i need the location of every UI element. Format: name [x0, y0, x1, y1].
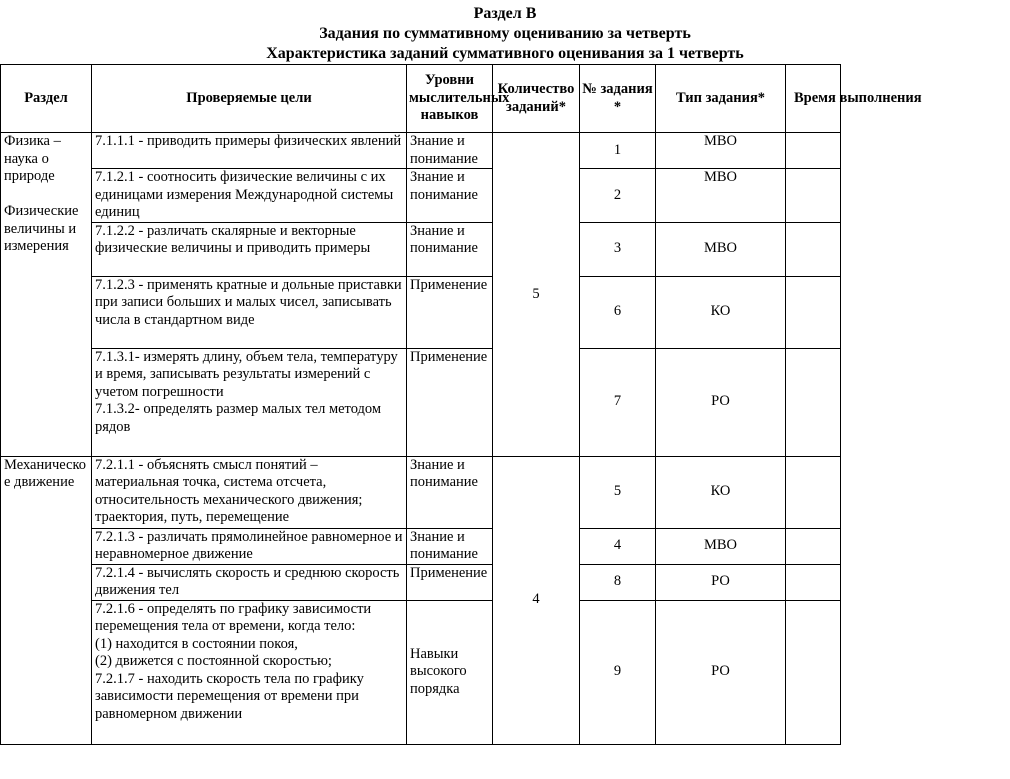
- col-header-levels: Уровни мыслительных навыков: [407, 65, 493, 133]
- goal-cell: 7.1.2.1 - соотносить физические величины с их единицами измерения Международной системы единиц: [92, 169, 407, 223]
- section-name: Физические величины и измерения: [4, 203, 79, 254]
- level-cell: Навыки высокого порядка: [407, 600, 493, 744]
- section-cell: Механическое движение: [1, 456, 92, 744]
- time-cell: [786, 564, 841, 600]
- header-row: [1, 65, 841, 133]
- table-row: [1, 222, 841, 276]
- task-type-cell: КО: [656, 276, 786, 348]
- level-cell: Знание и понимание: [407, 528, 493, 564]
- task-type-cell: МВО: [656, 222, 786, 276]
- col-header-type: Тип задания*: [656, 65, 786, 133]
- goal-cell: 7.2.1.1 - объяснять смысл понятий – материальная точка, система отсчета, относительность механического движения; траектория, путь, перемещение: [92, 456, 407, 528]
- time-cell: [786, 222, 841, 276]
- goal-text: 7.1.3.2- определять размер малых тел методом рядов: [95, 401, 382, 435]
- count-cell: 4: [493, 456, 580, 744]
- task-type-cell: РО: [656, 600, 786, 744]
- col-header-goals: Проверяемые цели: [92, 65, 407, 133]
- task-type-cell: РО: [656, 348, 786, 456]
- task-number-cell: 7: [580, 348, 656, 456]
- level-cell: Применение: [407, 564, 493, 600]
- task-type-cell: МВО: [656, 528, 786, 564]
- task-type-cell: МВО: [656, 133, 786, 169]
- task-type-cell: КО: [656, 456, 786, 528]
- level-cell: Применение: [407, 348, 493, 456]
- time-cell: [786, 600, 841, 744]
- assessment-table: [0, 64, 922, 745]
- col-header-time: Время выполнения: [786, 65, 841, 133]
- count-cell: 5: [493, 133, 580, 457]
- time-cell: [786, 348, 841, 456]
- task-number-cell: 5: [580, 456, 656, 528]
- time-cell: [786, 133, 841, 169]
- goal-text: 7.2.1.6 - определять по графику зависимости перемещения тела от времени, когда тело:: [95, 600, 372, 634]
- task-number-cell: 9: [580, 600, 656, 744]
- table-row: [1, 276, 841, 348]
- task-number-cell: 2: [580, 169, 656, 223]
- goal-text: 7.2.1.7 - находить скорость тела по графику зависимости перемещения от времени при равномерном движении: [95, 670, 364, 722]
- level-cell: Знание и понимание: [407, 456, 493, 528]
- task-number-cell: 4: [580, 528, 656, 564]
- section-name: Физика – наука о природе: [4, 133, 61, 184]
- goal-cell: 7.1.1.1 - приводить примеры физических явлений: [92, 133, 407, 169]
- col-header-number: № задания *: [580, 65, 656, 133]
- goal-text: 7.1.3.1- измерять длину, объем тела, температуру и время, записывать результаты измерений с учетом погрешности: [95, 348, 398, 400]
- task-number-cell: 6: [580, 276, 656, 348]
- goal-cell: 7.1.2.2 - различать скалярные и векторные физические величины и приводить примеры: [92, 222, 407, 276]
- time-cell: [786, 456, 841, 528]
- col-header-section: Раздел: [1, 65, 92, 133]
- time-cell: [786, 528, 841, 564]
- goal-cell: [92, 348, 407, 456]
- task-number-cell: 8: [580, 564, 656, 600]
- table-row: [1, 133, 841, 169]
- section-cell: [1, 133, 92, 457]
- task-type-cell: РО: [656, 564, 786, 600]
- section-heading: Раздел В: [473, 5, 537, 22]
- table-row: [1, 169, 841, 223]
- level-cell: Знание и понимание: [407, 222, 493, 276]
- goal-cell: 7.2.1.4 - вычислять скорость и среднюю скорость движения тел: [92, 564, 407, 600]
- goal-text: (1) находится в состоянии покоя,: [95, 635, 298, 652]
- table-row: [1, 528, 841, 564]
- level-cell: Применение: [407, 276, 493, 348]
- table-row: [1, 456, 841, 528]
- goal-text: (2) движется с постоянной скоростью;: [95, 653, 332, 669]
- table-row: [1, 564, 841, 600]
- time-cell: [786, 276, 841, 348]
- title-heading: Характеристика заданий суммативного оценивания за 1 четверть: [266, 45, 744, 62]
- task-type-cell: МВО: [656, 169, 786, 223]
- table-row: [1, 348, 841, 456]
- table-row: [1, 600, 841, 744]
- task-number-cell: 3: [580, 222, 656, 276]
- level-cell: Знание и понимание: [407, 133, 493, 169]
- goal-cell: 7.2.1.3 - различать прямолинейное равномерное и неравномерное движение: [92, 528, 407, 564]
- level-cell: Знание и понимание: [407, 169, 493, 223]
- task-number-cell: 1: [580, 133, 656, 169]
- subtitle-heading: Задания по суммативному оцениванию за четверть: [319, 25, 691, 42]
- goal-cell: [92, 600, 407, 744]
- col-header-count: Количество заданий*: [493, 65, 580, 133]
- time-cell: [786, 169, 841, 223]
- goal-cell: 7.1.2.3 - применять кратные и дольные приставки при записи больших и малых чисел, записывать числа в стандартном виде: [92, 276, 407, 348]
